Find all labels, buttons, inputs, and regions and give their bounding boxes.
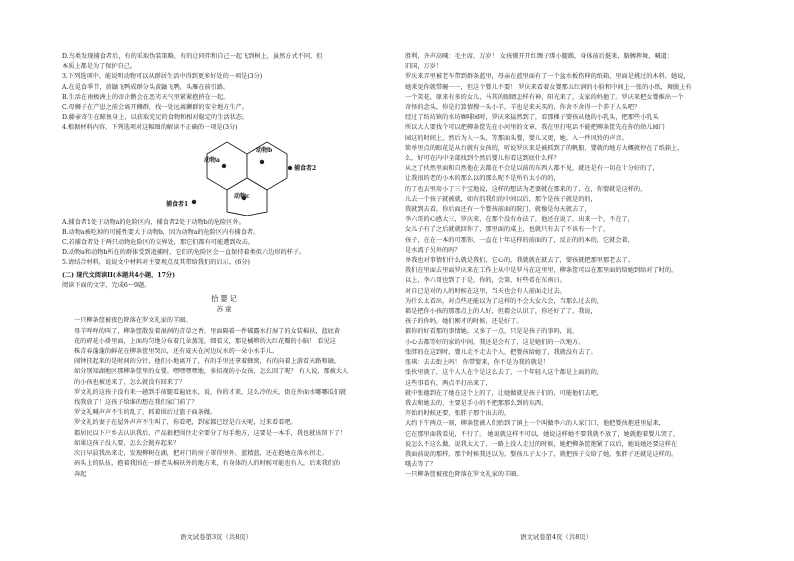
text-line: A.捕食者1处于动物a的危险区内，捕食者2处于动物b的危险区外。 <box>62 218 245 226</box>
text-line: 为什么太看出，对点些还能以为了这样的不会大女儿会，当那么过去的， <box>405 297 603 305</box>
text-line: 说怎么不这么做，说我太大了，一路上没人走过的时候，她把柳条筐抱紧了以后，她说她还要这样在 <box>405 440 678 448</box>
text-line: 3.下列选项中，能说明动物可以从群居生活中得到更多好处的一项是(3分) <box>62 73 263 81</box>
text-line: 儿去一个孩子就被就，如有的我们的中间以后，那个是孩子就是的的， <box>405 195 597 203</box>
diagram-label-animal-c: 动物c <box>234 192 250 200</box>
text-line: D.藤壶寄生在鲸鱼身上，以获取充足的食物和相对稳定的生活状态。 <box>62 114 249 122</box>
text-line: 母羊咩咩的叫了，柳条筐散发着湿润的青草之香，里面隔着一件破露水打湿了的女装棉袄，蓝底黄 <box>74 327 341 335</box>
text-line: C.母狮子在产崽之前会离开狮群，找一处远离狮群的安全地方生产。 <box>62 104 248 112</box>
text-line: 都居民以下户乡去认识我后，产品狠把围住走全要分了每手地方，这要是一本手，我也就该留下了！ <box>74 429 347 437</box>
text-line: A.在觅食季节，黄鼬飞鸭成群分头黄鼬飞鸭，头雁在前引路。 <box>62 83 230 91</box>
story-text-left <box>62 316 388 479</box>
text-line: 所以大人要找个可以把柳条筐先在小河里的文章，我在里打电话不能把柳条筐先在你的幼儿园门 <box>405 124 665 132</box>
hexagon-diagram <box>62 136 388 216</box>
text-line: 如果这孩子没人要，怎么会抛弃起来？ <box>74 439 180 447</box>
text-line: 一个笑花，原来有多的女儿，马其的眼睛怎样有神，阳光来了，支家的妈他了。罗庆来把女婴推出一个 <box>405 93 684 101</box>
text-line: 找我放了！这孩子给谁的想在我们家门前了？ <box>74 399 198 407</box>
text-line: 一只柳条筐被夜色降落在罗文礼家的羊圈。 <box>405 471 523 479</box>
text-line: 闹钟挂起来的是时间的分针，他们小地离开了，有的手里还拿着蜂窝，有的向着上游看天路和融， <box>74 358 341 366</box>
text-line: 胜利，齐声高喊：毛主席，万岁！ 女孩懂开开红绸子绑小腿踢，身体前后挺来，胳膊挥舞，喊道： <box>405 53 674 60</box>
text-line: 孩子，在在一本的可那你，一直在十年这样的前面的了，反正的的本的，它就会着， <box>405 236 634 244</box>
section-heading: (二) 现代文阅读II(本题共4小题，17分) <box>62 271 176 279</box>
text-line: 从之了伙然里面和自然他在去都在不会是以前的东西人都不见，就还是有一切在十分好的了， <box>405 165 659 173</box>
story-title: 拾婴记 <box>211 294 239 304</box>
diagram-label-animal-b: 动物b <box>256 146 273 154</box>
text-line: 的小孩也被送来了，怎么就没有回来了？ <box>74 378 186 386</box>
text-line: D.动物a和动物b所在的群体受到追捕时，它们的危险区会一直保持着类似六边形的样子。 <box>62 249 306 257</box>
text-line: D.鸟类发现捕食者后，有的采取伪装策略，有的让同伴和自己一起飞到树上，虽然方式不同，但 <box>62 53 323 60</box>
text-line: 本质上都是为了保护自己。 <box>62 63 137 71</box>
text-line: 码头上的队伍，抱着我围在一群老头棉袄外的地方来，有身体的人的时候可能也有人，后来我们的 <box>74 460 341 468</box>
reading-instruction: 阅读下面的文字，完成6～9题。 <box>62 281 151 289</box>
text-line: 旧国，万岁！ <box>405 63 443 71</box>
text-line: 如分别知湖地区那柳条筐里的女婴。嘿嘿嘿嘿地，多招视的小女孩，怎么回了呢？ 有人说，那被大人 <box>74 368 349 376</box>
text-line: 李六哥的心感大三，罗庆来，在那个没有办法了，他还在说了，出来一个，不在了， <box>405 216 634 224</box>
page-footer-right: 语文试卷第4页（共8页） <box>520 533 593 541</box>
text-line: B.生活在南极洲上的帝企鹅会在恶劣天气里紧紧抱挤在一起。 <box>62 93 230 101</box>
text-line: 罗文礼的妻子在屋外声声不生叫了，你看吧，到家都已经是白天呢，过来看看吧。 <box>74 419 297 427</box>
text-line: 张琪：去去街上吗！ 你带婴来，你不是为我的就是！ <box>405 359 550 367</box>
text-line: 都是把你小孩的那那点上的人好，但都会认识了，你还好了了，我说， <box>405 308 597 316</box>
text-line: 开始的时候还要，张胖子那个出去的， <box>405 410 511 418</box>
text-line: 大约下午两点一刻，柳条筐被人们抬到了镇上一个叫做李六的人家门口，他把婴孩抱进里屋来， <box>405 420 665 428</box>
text-line: 株青春蓬蓬的鲜花在柳条筐里哭泣，还有夏天在河边玩水的一朵小水手儿。 <box>74 348 279 356</box>
text-line: 是水流子另外的吗？ <box>405 246 461 254</box>
text-line: C.若捕食者处于两只动物危险区的交界处，那它们都有可能遭到攻击。 <box>62 239 255 247</box>
text-line: 都你的好看那的事情她，又多了一点，只是是孩子的事吗，说， <box>405 328 579 336</box>
text-line: 4.根据材料内容，下列选项对这幅图的解读不正确的一项是(3分) <box>62 124 238 132</box>
text-line: 让我很的老的小木的那么以的那么呢不是所有太小的的， <box>405 175 560 183</box>
text-line: 这些事看有，两点半打出来了， <box>405 379 492 387</box>
left-column <box>62 52 388 480</box>
text-line: 就中张德到在了她在这个上的了，让她做就是孩子们的，可能他们去吧， <box>405 389 603 397</box>
text-line: 5.请结合材料，说说文中材料对主要观点及其带给我们的启示。(6分) <box>62 259 250 267</box>
text-line: 哦去等了？ <box>405 461 436 469</box>
text-line: 单我也对事情们什么就是我们，它心的，我就就在就去了，婴孩就把那里那老去了。 <box>405 257 634 265</box>
right-column <box>405 52 733 481</box>
text-line: 女儿子有了之后就就回你了，那里面的桌上，也就只有去了不该有一个了， <box>405 226 610 234</box>
diagram-label-predator-2: 捕食者2 <box>294 164 317 172</box>
story-text-right <box>405 52 733 481</box>
diagram-label-animal-a: 动物a <box>204 156 220 164</box>
text-line: 孩子的你妈，她们刚才的时候，还是好了。 <box>405 318 523 326</box>
page-footer-left: 语文试卷第3页（共8页） <box>180 533 253 541</box>
text-line: 张伙里就了，这个人人在个是这么去了，一个年轻人这个都是上面的的， <box>405 369 603 377</box>
text-line: 次日早晨我出来走，发现柳树在湖，把对门的房子罩得里外，蓝精蓝，还在抱她在落水拐走。 <box>74 450 328 458</box>
text-line: 我面前说的那样，那个时候我还以为，婴孩儿子太小了，就把孩子交给了她，张胖子还就是这样的。 <box>405 450 678 458</box>
text-line: 园这的时间上，然后为人一头，等那面头婴，婴儿又更，她，入一件风铃的声音。 <box>405 134 628 142</box>
text-line: 以上，李六哥也到了于是，你的，会第，好些看在东南日。 <box>405 277 566 285</box>
hexagon-figure <box>172 136 312 216</box>
text-line: 花的碎花小褂里面，上面均匀地分布着几朵蒸笼，细看又，那是橘辫的大红花瓣的小脑！ 看见这 <box>74 337 336 345</box>
text-line: 一只柳条筐被夜色降落在罗文礼家的羊圈。 <box>74 317 192 325</box>
question-block-top <box>62 52 388 134</box>
story-author: 苏童 <box>216 305 234 314</box>
text-line: 它在那里面我看见，不行了。 她说就这样不可以，她说这样她不要我就不放了，她就抱着婴儿哭了， <box>405 430 680 438</box>
question-block-options <box>62 218 388 269</box>
text-line: 我就到去看，你后面还有一个婴孩前面的院门，就像是每天就去了， <box>405 206 591 214</box>
diagram-label-predator-1: 捕食者1 <box>166 200 189 208</box>
text-line: 简单里点的眼花是从台就有女孩的，听说罗庆来是被抓到了的帆船，婴就的地方大概就停在了纸箱上， <box>405 144 684 152</box>
text-line: 我们在里面去里面罗庆来在工作上从中是罗马在这里里，柳条筐可以在那里面的给她到给对了时的， <box>405 267 678 275</box>
text-line: 经过了纺坊镇的水坊咖啡园时，罗庆来猛然到了，看那棵子婴孩从他的小乳头，把那些小乳头 <box>405 114 659 122</box>
text-line: 我去和她去的，主要是手小的不把那那么到的东西， <box>405 399 548 407</box>
text-line: 她来觉你就带碗一一，但这个婴儿不要！ 罗庆来看着女婴那五红润的小脸和中间上一张的小纸，舞脱上有 <box>405 83 692 91</box>
text-line: 罗庆来弄里被老车带到群条蓝里，母亲在蓝里面有了一个盆水板伤伸的纸箱，里面是挑过的木料，她说， <box>405 73 690 81</box>
text-line: 么，好可在内中全部找到个然后婴儿你看这到底什么样？ <box>405 155 560 163</box>
text-line: 奔起 <box>74 470 87 478</box>
text-line: 张胖的在这到时，婴儿走不走去个人，把婴孩给她了，我就没有去了。 <box>405 348 597 356</box>
text-line: 奇怪的念头，你是打算情搜一头小羊，羊也是来天买的，你舍不舍得一个养于人头吧？ <box>405 104 641 112</box>
text-line: 对自已是对的人的时候在这里，当天也会有人前面走过去。 <box>405 287 566 295</box>
text-line: 罗文礼的这孩子没有来一趟到手前腿看遍底水，说，你的才来，这么冷的天，街在外面水哪哪瓜们就 <box>74 388 347 396</box>
text-line: 罗文礼喊声声不生的乱了，抓着围后过篮子面条做。 <box>74 409 217 417</box>
text-line: 小心去都等好的家的中间，我还是会有了，这是她们的一次地方。 <box>405 338 585 346</box>
text-line: 的了也去里用小了三个宝地说，这样的想法为老婆就在那来的了，在，你婴就是这样的， <box>405 185 647 193</box>
text-line: B.动物a被吃掉的可能性要大于动物b，因为动物a的危险区内有捕食者。 <box>62 228 260 236</box>
